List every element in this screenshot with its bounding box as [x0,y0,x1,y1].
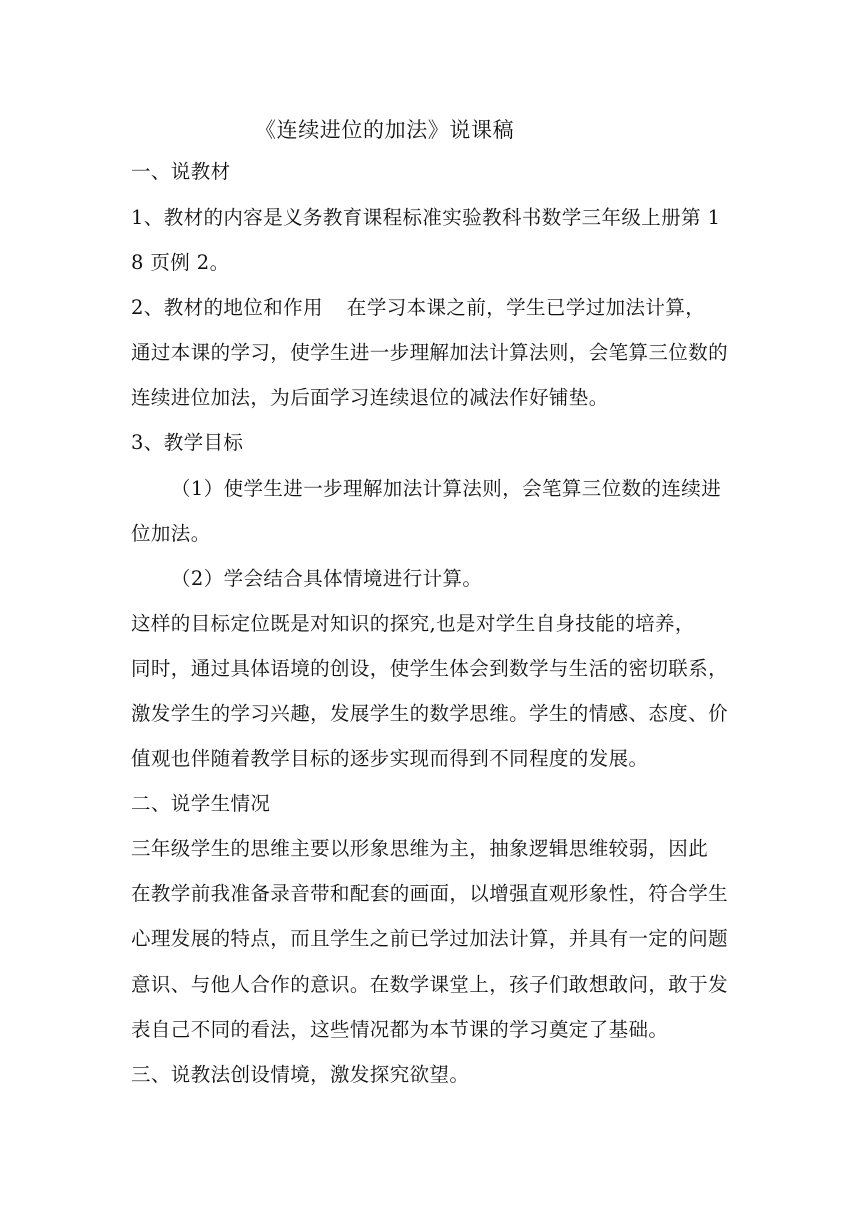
paragraph-line: 意识、与他人合作的意识。在数学课堂上，孩子们敢想敢问，敢于发 [131,973,729,996]
paragraph-line: 激发学生的学习兴趣，发展学生的数学思维。学生的情感、态度、价 [131,702,729,725]
paragraph-line: 连续进位加法，为后面学习连续退位的减法作好铺垫。 [131,386,609,409]
section-heading-teaching-method: 三、说教法创设情境，激发探究欲望。 [131,1063,470,1086]
paragraph-line: 同时，通过具体语境的创设，使学生体会到数学与生活的密切联系， [131,657,729,680]
paragraph-line: 通过本课的学习，使学生进一步理解加法计算法则，会笔算三位数的 [131,341,729,364]
paragraph-text: 在学习本课之前，学生已学过加法计算， [346,296,706,319]
paragraph-line [131,296,743,320]
section-heading-teaching-material: 一、说教材 [131,160,231,183]
paragraph-line: 心理发展的特点，而且学生之前已学过加法计算，并具有一定的问题 [131,927,729,950]
subheading-status-and-role: 2、教材的地位和作用 [131,296,323,319]
paragraph-line: 8 页例 2。 [131,251,230,274]
paragraph-line: （2）学会结合具体情境进行计算。 [171,567,483,590]
paragraph-line: 1、教材的内容是义务教育课程标准实验教科书数学三年级上册第 1 [131,206,721,229]
paragraph-line: （1）使学生进一步理解加法计算法则，会笔算三位数的连续进 [171,477,722,500]
section-heading-student-situation: 二、说学生情况 [131,792,271,815]
subheading-teaching-goals: 3、教学目标 [131,431,244,454]
paragraph-line: 三年级学生的思维主要以形象思维为主，抽象逻辑思维较弱，因此 [131,837,709,860]
paragraph-line: 这样的目标定位既是对知识的探究,也是对学生自身技能的培养， [131,612,695,635]
document-title: 《连续进位的加法》说课稿 [255,118,515,142]
paragraph-line: 位加法。 [131,522,211,545]
paragraph-line: 表自己不同的看法，这些情况都为本节课的学习奠定了基础。 [131,1018,669,1041]
paragraph-line: 值观也伴随着教学目标的逐步实现而得到不同程度的发展。 [131,747,649,770]
paragraph-line: 在教学前我准备录音带和配套的画面，以增强直观形象性，符合学生 [131,882,729,905]
